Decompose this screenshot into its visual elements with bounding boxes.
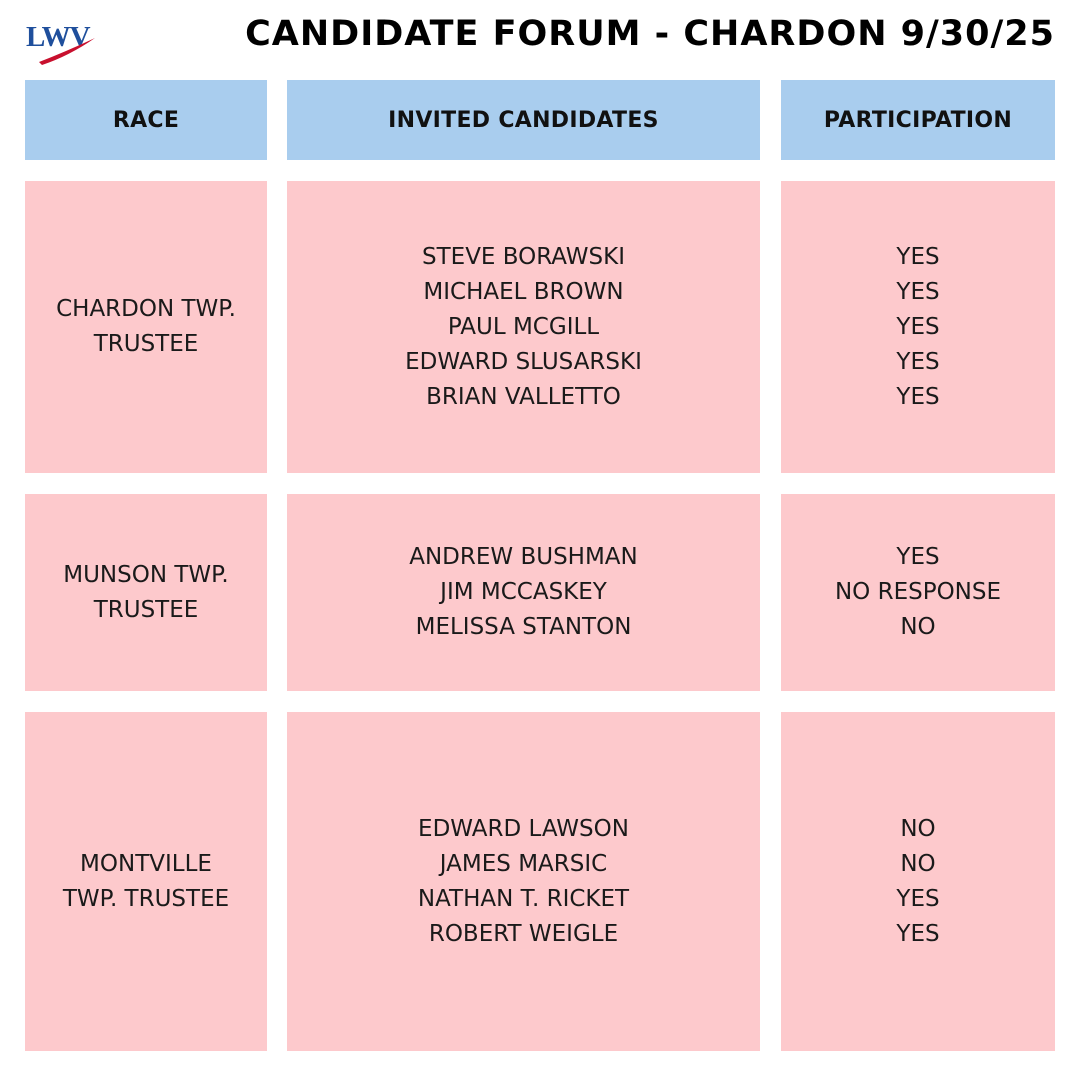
candidate-name: JAMES MARSIC [439, 850, 608, 877]
candidate-name: PAUL MCGILL [447, 313, 600, 340]
participation-status: YES [896, 348, 940, 375]
race-cell-montville [25, 712, 267, 1051]
race-name-line: MUNSON TWP. [63, 561, 229, 588]
header-participation: PARTICIPATION [781, 80, 1055, 160]
candidate-name: EDWARD LAWSON [418, 815, 629, 842]
participation-status: YES [896, 243, 940, 270]
participation-status: YES [896, 278, 940, 305]
participation-status: YES [896, 920, 940, 947]
participation-status: NO RESPONSE [834, 579, 1002, 605]
participation-status: YES [896, 885, 940, 912]
candidates-cell-munson [287, 494, 760, 691]
candidate-name: MICHAEL BROWN [423, 278, 624, 305]
race-name-line: TWP. TRUSTEE [62, 885, 230, 912]
participation-status: YES [896, 313, 940, 340]
candidate-name: MELISSA STANTON [415, 614, 632, 640]
page-title: CANDIDATE FORUM - CHARDON 9/30/25 [245, 14, 1055, 54]
participation-status: YES [896, 544, 940, 570]
race-name-line: TRUSTEE [93, 596, 199, 623]
participation-status: YES [896, 383, 940, 410]
participation-status: NO [900, 815, 936, 842]
candidate-name: ANDREW BUSHMAN [409, 544, 638, 570]
participation-cell-munson [781, 494, 1055, 691]
race-cell-munson [25, 494, 267, 691]
candidate-name: NATHAN T. RICKET [417, 885, 630, 912]
participation-status: NO [900, 850, 936, 877]
candidate-name: EDWARD SLUSARSKI [405, 348, 642, 375]
candidate-name: BRIAN VALLETTO [426, 383, 621, 410]
candidate-name: ROBERT WEIGLE [428, 920, 619, 947]
candidates-cell-chardon [287, 181, 760, 473]
participation-cell-chardon [781, 181, 1055, 473]
candidates-cell-montville [287, 712, 760, 1051]
lwv-logo-mark [25, 16, 105, 70]
candidate-name: JIM MCCASKEY [440, 579, 607, 605]
race-name-line: TRUSTEE [93, 331, 199, 357]
candidate-name: STEVE BORAWSKI [422, 243, 625, 270]
race-name-line: CHARDON TWP. [56, 296, 236, 322]
participation-cell-montville [781, 712, 1055, 1051]
header-invited-candidates: INVITED CANDIDATES [287, 80, 760, 160]
race-cell-chardon [25, 181, 267, 473]
race-name-line: MONTVILLE [80, 850, 212, 877]
lwv-logo [25, 16, 105, 70]
lwv-logo-text: LWV [26, 21, 90, 53]
header-race: RACE [25, 80, 267, 160]
participation-status: NO [900, 614, 936, 640]
